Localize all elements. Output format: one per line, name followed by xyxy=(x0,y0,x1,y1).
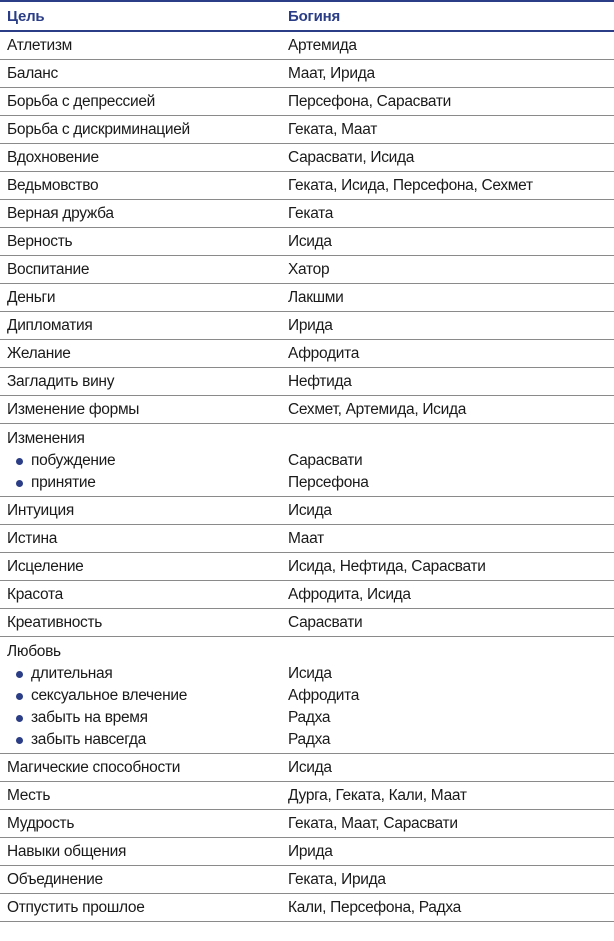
table-row xyxy=(0,200,614,228)
bullet-icon xyxy=(16,693,23,700)
table-row xyxy=(0,228,614,256)
sub-row xyxy=(0,685,614,707)
goddess-cell: Афродита xyxy=(288,687,360,704)
goal-cell: Исцеление xyxy=(7,557,84,575)
goddess-cell: Артемида xyxy=(288,36,357,54)
goal-cell: Борьба с депрессией xyxy=(7,92,156,110)
goddess-cell: Геката, Маат xyxy=(288,120,378,138)
goddess-cell: Кали, Персефона, Радха xyxy=(288,898,461,916)
goddess-cell: Афродита, Исида xyxy=(288,585,411,603)
goal-cell: Борьба с дискриминацией xyxy=(7,120,190,138)
goal-cell: Желание xyxy=(7,344,71,362)
group-title: Любовь xyxy=(7,643,61,660)
table-row xyxy=(0,525,614,553)
bullet-icon xyxy=(16,737,23,744)
goal-cell: Навыки общения xyxy=(7,842,127,860)
goal-cell: забыть на время xyxy=(31,709,148,726)
goal-cell: забыть навсегда xyxy=(31,731,146,748)
goddess-cell: Ирида xyxy=(288,842,333,860)
goal-cell: Истина xyxy=(7,529,58,547)
sub-row xyxy=(0,729,614,751)
table-row xyxy=(0,609,614,637)
goal-cell: Креативность xyxy=(7,613,103,631)
table-row xyxy=(0,553,614,581)
goal-cell: Деньги xyxy=(7,288,56,306)
table-row xyxy=(0,116,614,144)
table-row xyxy=(0,312,614,340)
goddess-cell: Геката, Исида, Персефона, Сехмет xyxy=(288,176,533,194)
goal-cell: Красота xyxy=(7,585,63,603)
table-row xyxy=(0,340,614,368)
goal-cell: длительная xyxy=(31,665,113,682)
table-row xyxy=(0,838,614,866)
table-row xyxy=(0,894,614,922)
goddess-cell: Персефона, Сарасвати xyxy=(288,92,451,110)
goddess-cell: Геката, Маат, Сарасвати xyxy=(288,814,458,832)
table-row xyxy=(0,172,614,200)
goal-cell: Ведьмовство xyxy=(7,176,99,194)
goddess-cell: Радха xyxy=(288,709,331,726)
table-row-group-love xyxy=(0,637,614,754)
table-row xyxy=(0,144,614,172)
goal-cell: Верность xyxy=(7,232,73,250)
header-goal: Цель xyxy=(7,7,45,25)
goal-cell: сексуальное влечение xyxy=(31,687,188,704)
goddess-cell: Геката xyxy=(288,204,334,222)
goal-cell: Верная дружба xyxy=(7,204,114,222)
goal-cell: Вдохновение xyxy=(7,148,99,166)
goal-cell: Загладить вину xyxy=(7,372,115,390)
goal-cell: Отпустить прошлое xyxy=(7,898,145,916)
table-row xyxy=(0,754,614,782)
goddess-cell: Сарасвати xyxy=(288,452,363,469)
table-row xyxy=(0,581,614,609)
table-row xyxy=(0,866,614,894)
table-row xyxy=(0,782,614,810)
goal-cell: Месть xyxy=(7,786,51,804)
table-row xyxy=(0,256,614,284)
goddess-cell: Исида xyxy=(288,758,332,776)
goddess-cell: Исида, Нефтида, Сарасвати xyxy=(288,557,486,575)
goal-cell: принятие xyxy=(31,474,96,491)
bullet-icon xyxy=(16,480,23,487)
table-row xyxy=(0,810,614,838)
goddess-cell: Геката, Ирида xyxy=(288,870,386,888)
sub-row xyxy=(0,450,614,472)
table-row xyxy=(0,368,614,396)
goal-cell: Изменение формы xyxy=(7,400,140,418)
goddess-cell: Исида xyxy=(288,665,332,682)
header-goddess: Богиня xyxy=(288,7,341,25)
goddess-cell: Сарасвати, Исида xyxy=(288,148,415,166)
sub-row xyxy=(0,472,614,494)
goddess-cell: Исида xyxy=(288,501,332,519)
goal-cell: Атлетизм xyxy=(7,36,73,54)
table-row xyxy=(0,396,614,424)
goal-cell: Дипломатия xyxy=(7,316,93,334)
goal-cell: Объединение xyxy=(7,870,103,888)
table-row-group-changes xyxy=(0,424,614,497)
goal-cell: Баланс xyxy=(7,64,58,82)
goddess-cell: Персефона xyxy=(288,474,369,491)
goddess-cell: Исида xyxy=(288,232,332,250)
table-header xyxy=(0,0,614,32)
table-row xyxy=(0,60,614,88)
sub-row xyxy=(0,663,614,685)
group-title: Изменения xyxy=(7,430,85,447)
goddess-cell: Афродита xyxy=(288,344,360,362)
bullet-icon xyxy=(16,458,23,465)
table-row xyxy=(0,497,614,525)
sub-row xyxy=(0,707,614,729)
bullet-icon xyxy=(16,671,23,678)
goal-cell: Магические способности xyxy=(7,758,181,776)
goddess-cell: Хатор xyxy=(288,260,330,278)
goal-cell: Воспитание xyxy=(7,260,90,278)
goddess-cell: Радха xyxy=(288,731,331,748)
goal-cell: Мудрость xyxy=(7,814,75,832)
goddess-cell: Сарасвати xyxy=(288,613,363,631)
goddess-cell: Сехмет, Артемида, Исида xyxy=(288,400,467,418)
table-row xyxy=(0,32,614,60)
bullet-icon xyxy=(16,715,23,722)
goddess-cell: Маат, Ирида xyxy=(288,64,375,82)
goddess-cell: Лакшми xyxy=(288,288,344,306)
goddess-cell: Ирида xyxy=(288,316,333,334)
table-row xyxy=(0,88,614,116)
goal-cell: Интуиция xyxy=(7,501,74,519)
goal-cell: побуждение xyxy=(31,452,116,469)
goddess-cell: Нефтида xyxy=(288,372,352,390)
table-row xyxy=(0,284,614,312)
goddess-cell: Дурга, Геката, Кали, Маат xyxy=(288,786,467,804)
goddess-cell: Маат xyxy=(288,529,324,547)
